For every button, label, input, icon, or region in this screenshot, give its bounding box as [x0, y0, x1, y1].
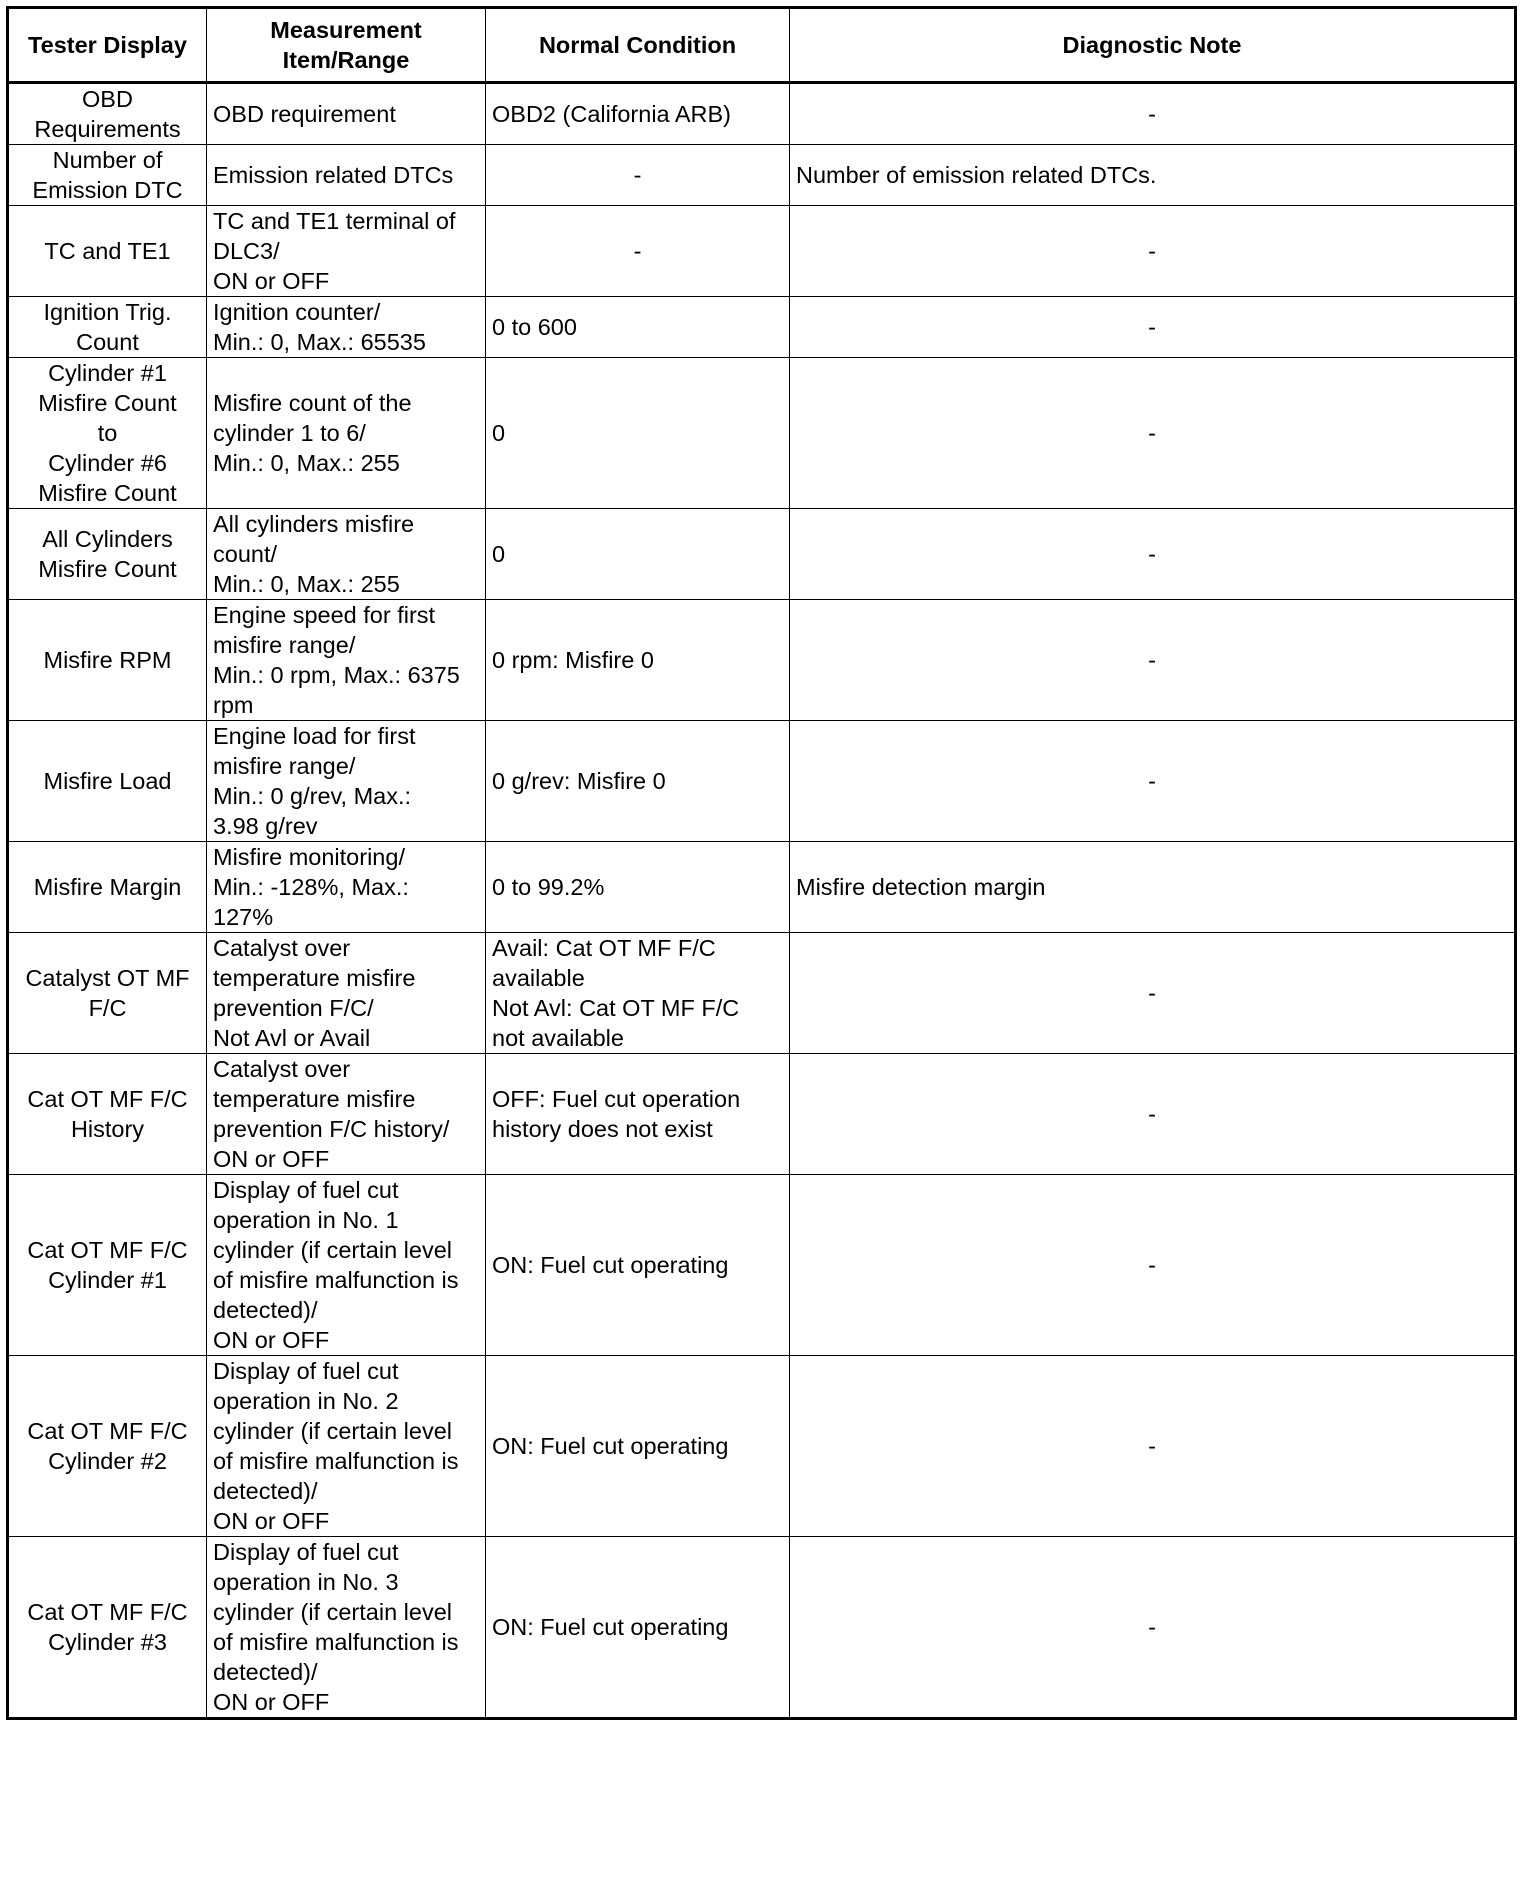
- normal-condition-cell: ON: Fuel cut operating: [486, 1175, 790, 1356]
- table-row: [8, 83, 1516, 145]
- table-header: [8, 8, 1516, 83]
- normal-condition-cell: -: [486, 206, 790, 297]
- diagnostic-note-cell: -: [790, 933, 1516, 1054]
- diagnostic-note-cell: Misfire detection margin: [790, 842, 1516, 933]
- tester-display-cell: Misfire Load: [8, 721, 207, 842]
- header-diagnostic-note: Diagnostic Note: [790, 8, 1516, 83]
- diagnostic-note-cell: -: [790, 83, 1516, 145]
- normal-condition-cell: ON: Fuel cut operating: [486, 1356, 790, 1537]
- measurement-cell: Display of fuel cut operation in No. 2 cylinder (if certain level of misfire malfunction is detected)/ ON or OFF: [207, 1356, 486, 1537]
- measurement-cell: Display of fuel cut operation in No. 3 cylinder (if certain level of misfire malfunction is detected)/ ON or OFF: [207, 1537, 486, 1719]
- diagnostic-note-cell: Number of emission related DTCs.: [790, 145, 1516, 206]
- table-row: [8, 509, 1516, 600]
- table-row: [8, 842, 1516, 933]
- table-row: [8, 1175, 1516, 1356]
- tester-display-cell: TC and TE1: [8, 206, 207, 297]
- normal-condition-cell: 0 to 99.2%: [486, 842, 790, 933]
- tester-display-cell: Cat OT MF F/C Cylinder #2: [8, 1356, 207, 1537]
- tester-display-cell: Cylinder #1 Misfire Count to Cylinder #6 Misfire Count: [8, 358, 207, 509]
- table-row: [8, 206, 1516, 297]
- table-row: [8, 1537, 1516, 1719]
- diagnostic-note-cell: -: [790, 206, 1516, 297]
- diagnostic-note-cell: -: [790, 1175, 1516, 1356]
- normal-condition-cell: OFF: Fuel cut operation history does not exist: [486, 1054, 790, 1175]
- header-normal-condition: Normal Condition: [486, 8, 790, 83]
- diagnostic-note-cell: -: [790, 1537, 1516, 1719]
- normal-condition-cell: 0 g/rev: Misfire 0: [486, 721, 790, 842]
- tester-display-cell: OBD Requirements: [8, 83, 207, 145]
- measurement-cell: Engine load for first misfire range/ Min.: 0 g/rev, Max.: 3.98 g/rev: [207, 721, 486, 842]
- normal-condition-cell: 0: [486, 509, 790, 600]
- measurement-cell: Display of fuel cut operation in No. 1 cylinder (if certain level of misfire malfunction is detected)/ ON or OFF: [207, 1175, 486, 1356]
- measurement-cell: Engine speed for first misfire range/ Min.: 0 rpm, Max.: 6375 rpm: [207, 600, 486, 721]
- diagnostic-note-cell: -: [790, 509, 1516, 600]
- tester-display-cell: Cat OT MF F/C Cylinder #1: [8, 1175, 207, 1356]
- normal-condition-cell: ON: Fuel cut operating: [486, 1537, 790, 1719]
- table-row: [8, 933, 1516, 1054]
- measurement-cell: Catalyst over temperature misfire prevention F/C history/ ON or OFF: [207, 1054, 486, 1175]
- header-row: [8, 8, 1516, 83]
- normal-condition-cell: 0 rpm: Misfire 0: [486, 600, 790, 721]
- tester-display-cell: Misfire RPM: [8, 600, 207, 721]
- normal-condition-cell: OBD2 (California ARB): [486, 83, 790, 145]
- header-tester-display: Tester Display: [8, 8, 207, 83]
- tester-display-cell: Cat OT MF F/C Cylinder #3: [8, 1537, 207, 1719]
- measurement-cell: TC and TE1 terminal of DLC3/ ON or OFF: [207, 206, 486, 297]
- diagnostic-note-cell: -: [790, 600, 1516, 721]
- diagnostic-note-cell: -: [790, 1356, 1516, 1537]
- table-row: [8, 358, 1516, 509]
- diagnostic-note-cell: -: [790, 1054, 1516, 1175]
- table-row: [8, 1054, 1516, 1175]
- tester-display-cell: Number of Emission DTC: [8, 145, 207, 206]
- table-row: [8, 297, 1516, 358]
- table-row: [8, 145, 1516, 206]
- measurement-cell: Misfire monitoring/ Min.: -128%, Max.: 127%: [207, 842, 486, 933]
- diagnostic-note-cell: -: [790, 297, 1516, 358]
- normal-condition-cell: -: [486, 145, 790, 206]
- measurement-cell: Ignition counter/ Min.: 0, Max.: 65535: [207, 297, 486, 358]
- tester-display-cell: Misfire Margin: [8, 842, 207, 933]
- tester-display-cell: Catalyst OT MF F/C: [8, 933, 207, 1054]
- diagnostic-note-cell: -: [790, 721, 1516, 842]
- measurement-cell: Misfire count of the cylinder 1 to 6/ Min.: 0, Max.: 255: [207, 358, 486, 509]
- measurement-cell: All cylinders misfire count/ Min.: 0, Max.: 255: [207, 509, 486, 600]
- measurement-cell: Catalyst over temperature misfire prevention F/C/ Not Avl or Avail: [207, 933, 486, 1054]
- data-list-table: [6, 6, 1517, 1720]
- measurement-cell: OBD requirement: [207, 83, 486, 145]
- normal-condition-cell: Avail: Cat OT MF F/C available Not Avl: Cat OT MF F/C not available: [486, 933, 790, 1054]
- diagnostic-note-cell: -: [790, 358, 1516, 509]
- measurement-cell: Emission related DTCs: [207, 145, 486, 206]
- table-row: [8, 1356, 1516, 1537]
- header-measurement-item: Measurement Item/Range: [207, 8, 486, 83]
- normal-condition-cell: 0: [486, 358, 790, 509]
- table-row: [8, 600, 1516, 721]
- tester-display-cell: All Cylinders Misfire Count: [8, 509, 207, 600]
- tester-display-cell: Cat OT MF F/C History: [8, 1054, 207, 1175]
- normal-condition-cell: 0 to 600: [486, 297, 790, 358]
- table-body: [8, 83, 1516, 1719]
- table-row: [8, 721, 1516, 842]
- tester-display-cell: Ignition Trig. Count: [8, 297, 207, 358]
